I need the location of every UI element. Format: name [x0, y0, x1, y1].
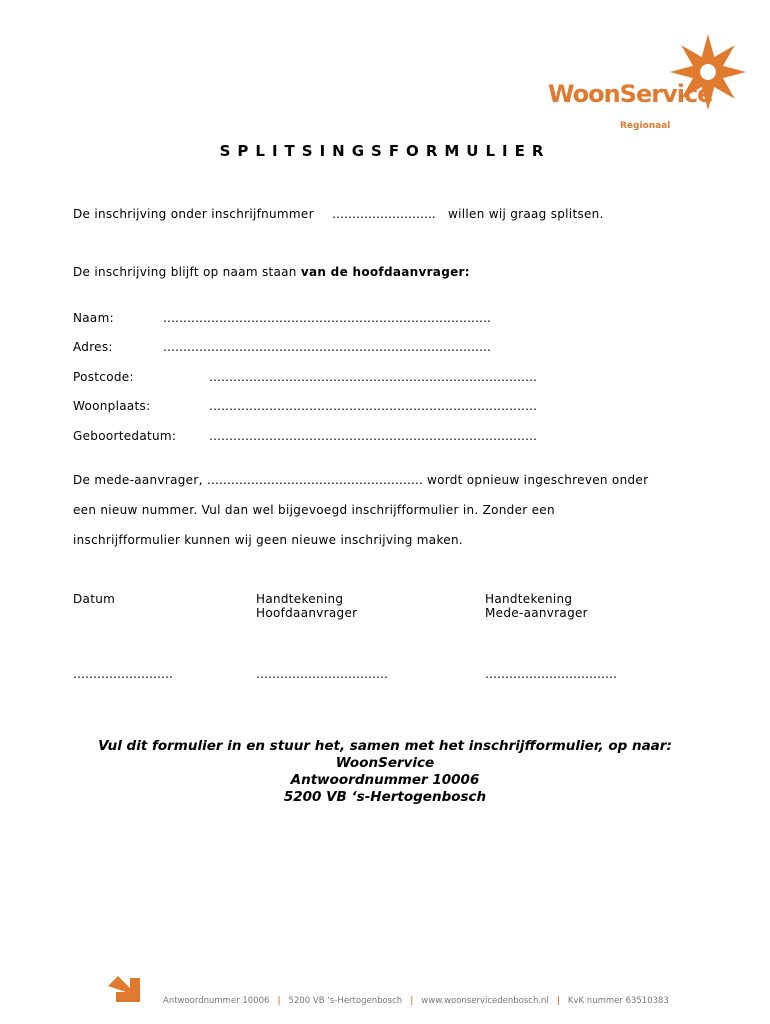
page-title: SPLITSINGSFORMULIER [219, 142, 551, 160]
closing-instruction: Vul dit formulier in en stuur het, samen met het inschrijfformulier, op naar: [98, 738, 672, 754]
registration-number-blank[interactable]: …………………….. [332, 207, 436, 221]
datum-label: Datum [73, 592, 116, 606]
statement-text: De inschrijving blijft op naam staan [73, 265, 301, 279]
logo-wordmark: WoonService [548, 80, 713, 108]
woonplaats-field[interactable]: ………………………………………………………………………. [209, 399, 537, 413]
footer-contact-line [163, 996, 669, 1006]
geboortedatum-label: Geboortedatum: [73, 429, 177, 443]
signature-co-label-2: Mede-aanvrager [485, 606, 588, 620]
footer-separator: | [277, 996, 281, 1006]
datum-field[interactable]: ……………………. [73, 667, 173, 681]
closing-reply-number: Antwoordnummer 10006 [290, 772, 480, 788]
statement-bold: van de hoofdaanvrager: [300, 265, 470, 279]
main-applicant-statement [73, 265, 470, 279]
footer-postal-code: 5200 VB ‘s-Hertogenbosch [288, 996, 403, 1006]
postcode-label: Postcode: [73, 370, 134, 384]
co-applicant-prefix: De mede-aanvrager, [73, 473, 203, 487]
signature-main-label-2: Hoofdaanvrager [256, 606, 358, 620]
adres-label: Adres: [73, 340, 113, 354]
co-applicant-line-1 [73, 473, 648, 487]
signature-main-field[interactable]: …………………………… [256, 667, 388, 681]
footer-kvk-number: KvK nummer 63510383 [567, 996, 669, 1006]
adres-field[interactable]: ………………………………………………………………………. [163, 340, 491, 354]
logo-subtitle: Regionaal [620, 121, 671, 131]
intro-prefix: De inschrijving onder inschrijfnummer [73, 207, 314, 221]
geboortedatum-field[interactable]: ………………………………………………………………………. [209, 429, 537, 443]
closing-company: WoonService [335, 755, 435, 771]
signature-main-label-1: Handtekening [256, 592, 344, 606]
naam-label: Naam: [73, 311, 114, 325]
co-applicant-line-2: een nieuw nummer. Vul dan wel bijgevoegd inschrijfformulier in. Zonder een [73, 503, 555, 517]
footer-reply-number: Antwoordnummer 10006 [163, 996, 270, 1006]
co-applicant-name-blank[interactable]: ……………………………………………… [206, 473, 423, 487]
naam-field[interactable]: ………………………………………………………………………. [163, 311, 491, 325]
closing-postal-address: 5200 VB ‘s-Hertogenbosch [283, 789, 487, 805]
woonplaats-label: Woonplaats: [73, 399, 151, 413]
signature-co-field[interactable]: …………………………… [485, 667, 617, 681]
intro-suffix: willen wij graag splitsen. [448, 207, 604, 221]
signature-co-label-1: Handtekening [485, 592, 573, 606]
co-applicant-suffix: wordt opnieuw ingeschreven onder [426, 473, 649, 487]
arrow-down-right-icon [106, 970, 146, 1006]
footer-separator: | [410, 996, 414, 1006]
postcode-field[interactable]: ………………………………………………………………………. [209, 370, 537, 384]
footer-website-link[interactable]: www.woonservicedenbosch.nl [421, 996, 549, 1006]
woonservice-logo [540, 28, 760, 138]
co-applicant-line-3: inschrijfformulier kunnen wij geen nieuwe inschrijving maken. [73, 533, 463, 547]
footer-separator: | [556, 996, 560, 1006]
